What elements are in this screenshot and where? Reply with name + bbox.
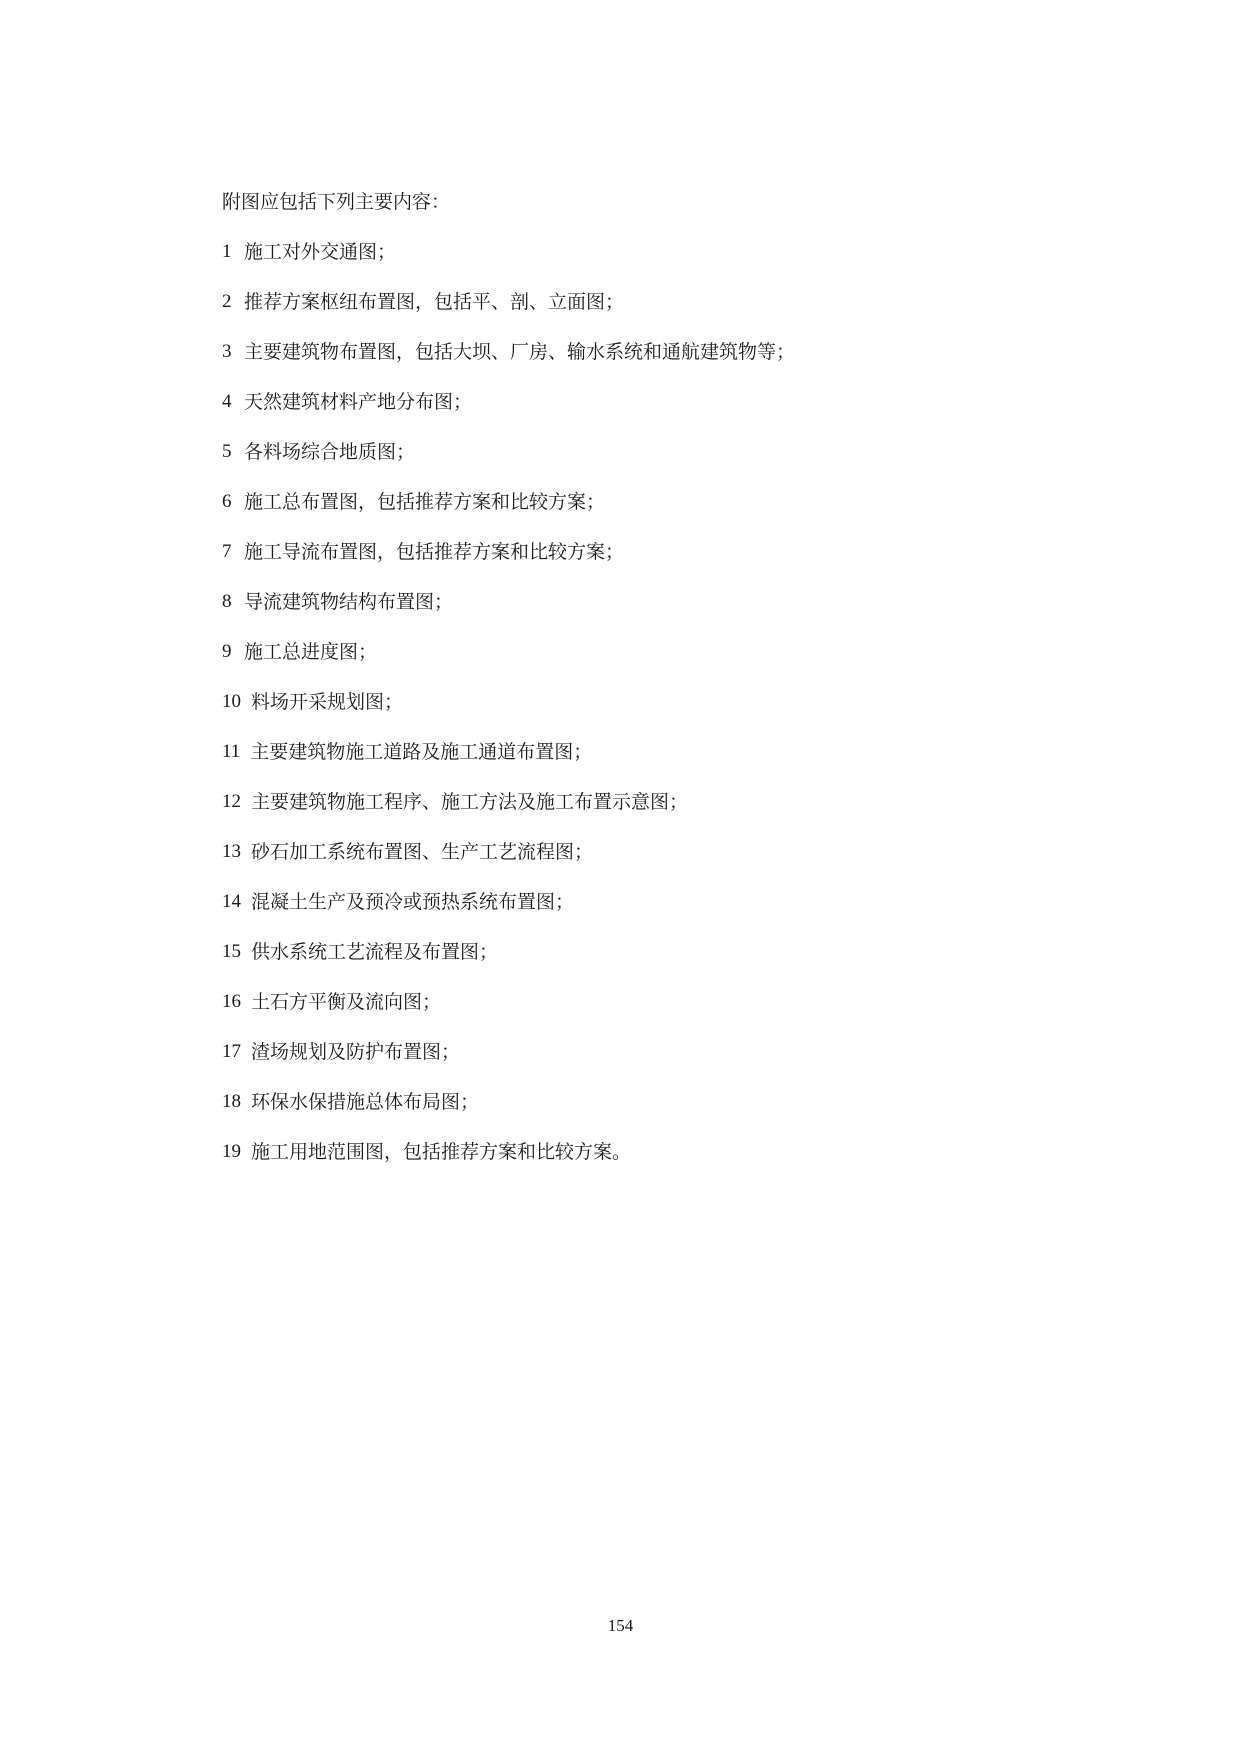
list-item-text: 施工总布置图，包括推荐方案和比较方案； xyxy=(244,491,606,513)
list-item-text: 主要建筑物施工程序、施工方法及施工布置示意图； xyxy=(251,791,689,813)
list-item-text: 天然建筑材料产地分布图； xyxy=(244,391,473,413)
list-item-number: 6 xyxy=(222,491,232,512)
list-item xyxy=(222,288,1122,316)
list-item xyxy=(222,588,1122,616)
list-item xyxy=(222,1138,1122,1166)
list-item-text: 施工对外交通图； xyxy=(244,241,397,263)
list-item-text: 环保水保措施总体布局图； xyxy=(251,1091,480,1113)
list-item-number: 7 xyxy=(222,541,232,562)
list-item xyxy=(222,788,1122,816)
list-item-number: 12 xyxy=(222,791,241,812)
list-item-number: 3 xyxy=(222,341,232,362)
list-item-text: 土石方平衡及流向图； xyxy=(251,991,442,1013)
list-item-text: 主要建筑物施工道路及施工通道布置图； xyxy=(250,741,593,763)
list-item-text: 渣场规划及防护布置图； xyxy=(251,1041,461,1063)
list-item xyxy=(222,688,1122,716)
list-item xyxy=(222,838,1122,866)
list-item xyxy=(222,488,1122,516)
list-item-number: 15 xyxy=(222,941,241,962)
list-item-text: 施工用地范围图，包括推荐方案和比较方案。 xyxy=(251,1141,632,1163)
list-item xyxy=(222,388,1122,416)
list-item xyxy=(222,1038,1122,1066)
list-item-number: 9 xyxy=(222,641,232,662)
list-item-number: 19 xyxy=(222,1141,241,1162)
page-number: 154 xyxy=(607,1616,634,1635)
list-item xyxy=(222,938,1122,966)
list-item-text: 主要建筑物布置图，包括大坝、厂房、输水系统和通航建筑物等； xyxy=(244,341,796,363)
list-item xyxy=(222,738,1122,766)
list-item-text: 施工导流布置图，包括推荐方案和比较方案； xyxy=(244,541,625,563)
list-item xyxy=(222,238,1122,266)
list-item-text: 砂石加工系统布置图、生产工艺流程图； xyxy=(251,841,594,863)
list-item-number: 18 xyxy=(222,1091,241,1112)
list-item xyxy=(222,438,1122,466)
list-item-number: 8 xyxy=(222,591,232,612)
list-item xyxy=(222,888,1122,916)
list-item xyxy=(222,338,1122,366)
list-item-number: 10 xyxy=(222,691,241,712)
list-item-text: 料场开采规划图； xyxy=(251,691,404,713)
list-item-number: 13 xyxy=(222,841,241,862)
list-item-text: 供水系统工艺流程及布置图； xyxy=(251,941,499,963)
list-item xyxy=(222,638,1122,666)
intro-text: 附图应包括下列主要内容： xyxy=(222,191,451,213)
list-item-number: 1 xyxy=(222,241,232,262)
required-drawings-list xyxy=(222,238,1122,1166)
list-item-number: 5 xyxy=(222,441,232,462)
list-item-number: 14 xyxy=(222,891,241,912)
list-item-text: 施工总进度图； xyxy=(244,641,378,663)
list-item-number: 16 xyxy=(222,991,241,1012)
document-body xyxy=(222,188,1122,1188)
list-item-text: 推荐方案枢纽布置图，包括平、剖、立面图； xyxy=(244,291,625,313)
list-item xyxy=(222,1088,1122,1116)
list-item xyxy=(222,988,1122,1016)
list-item-number: 11 xyxy=(222,741,241,762)
list-item xyxy=(222,538,1122,566)
list-item-text: 各料场综合地质图； xyxy=(244,441,416,463)
list-item-number: 4 xyxy=(222,391,232,412)
list-item-number: 2 xyxy=(222,291,232,312)
list-item-text: 混凝土生产及预冷或预热系统布置图； xyxy=(251,891,575,913)
list-item-number: 17 xyxy=(222,1041,241,1062)
list-item-text: 导流建筑物结构布置图； xyxy=(244,591,454,613)
